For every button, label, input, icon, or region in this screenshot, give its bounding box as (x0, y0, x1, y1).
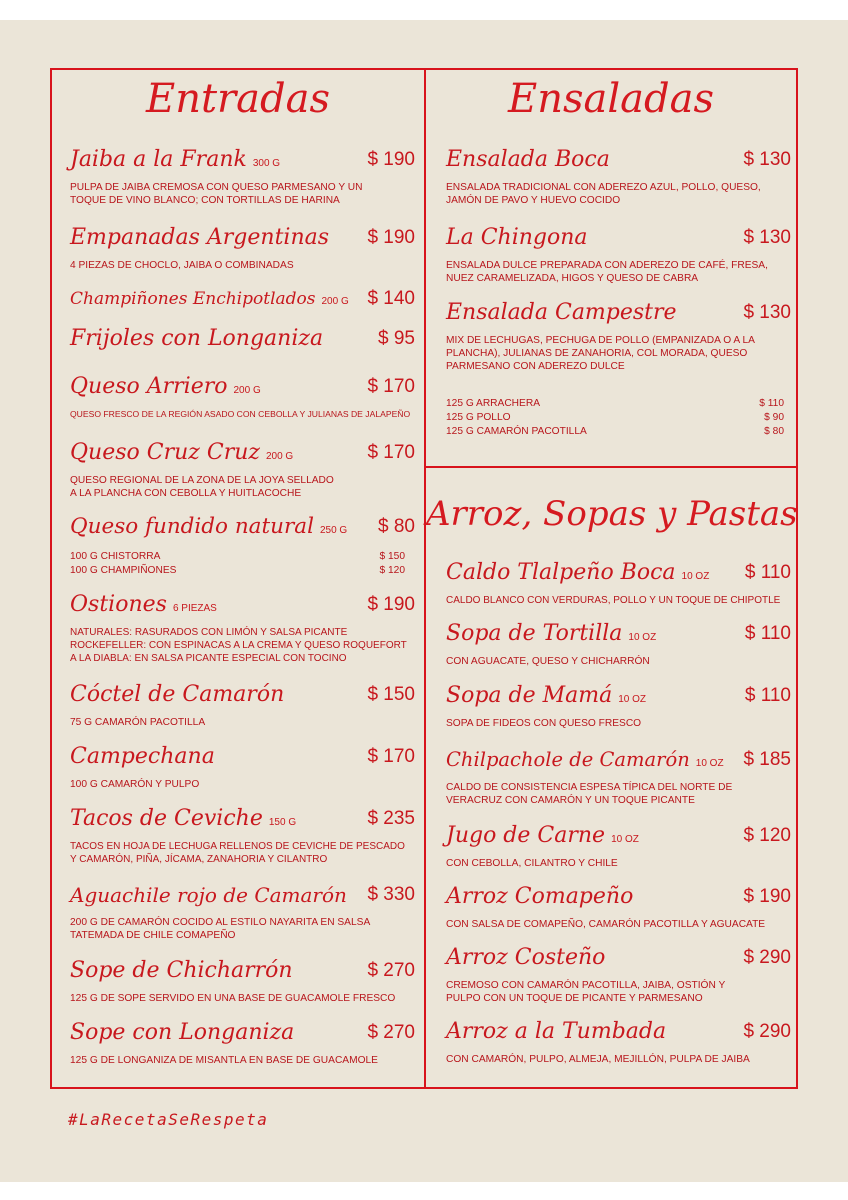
description-line: A LA DIABLA: EN SALSA PICANTE ESPECIAL CON TOCINO (70, 653, 347, 664)
menu-item (70, 744, 415, 790)
description-line: ROCKEFELLER: CON ESPINACAS A LA CREMA Y QUESO ROQUEFORT (70, 640, 407, 651)
menu-item-name (70, 958, 293, 984)
menu-item-title: Jaiba a la Frank (70, 147, 247, 172)
menu-item-title: Jugo de Carne (446, 823, 606, 848)
option-price: $ 120 (379, 565, 405, 576)
menu-item (70, 806, 415, 865)
menu-item-name (70, 440, 293, 470)
description-line: 200 G DE CAMARÓN COCIDO AL ESTILO NAYARITA EN SALSA (70, 917, 371, 928)
menu-item (70, 592, 415, 664)
menu-item-title: Ensalada Boca (446, 147, 610, 172)
arroz-title: Arroz, Sopas y Pastas (426, 494, 798, 534)
menu-item-weight: 10 OZ (628, 632, 657, 643)
menu-item-name (70, 592, 217, 622)
menu-item (446, 1019, 791, 1065)
menu-item-title: Sopa de Tortilla (446, 621, 623, 646)
menu-item-price: $ 120 (743, 825, 791, 846)
description-line: JAMÓN DE PAVO Y HUEVO COCIDO (446, 195, 621, 206)
menu-item-price: $ 235 (367, 808, 415, 829)
description-line: TOQUE DE VINO BLANCO; CON TORTILLAS DE HARINA (70, 195, 340, 206)
option-price: $ 150 (379, 551, 405, 562)
menu-item-title: Frijoles con Longaniza (70, 326, 324, 351)
menu-item-name (70, 682, 284, 708)
menu-item-price: $ 95 (378, 328, 415, 349)
menu-item-description (70, 408, 410, 421)
menu-item-price: $ 290 (743, 947, 791, 968)
hashtag: #LaRecetaSeRespeta (68, 1110, 269, 1129)
menu-item-title: Arroz Costeño (446, 945, 606, 970)
menu-item-title: Cóctel de Camarón (70, 682, 285, 707)
menu-item (70, 440, 415, 499)
menu-item-description (446, 781, 732, 807)
menu-item (70, 882, 415, 941)
description-line: ENSALADA TRADICIONAL CON ADEREZO AZUL, POLLO, QUESO, (446, 182, 761, 193)
menu-item-description (446, 655, 650, 668)
menu-item-weight: 10 OZ (611, 834, 639, 845)
menu-item-price: $ 140 (367, 288, 415, 309)
menu-item-name (446, 225, 588, 251)
menu-item-description (70, 992, 395, 1005)
menu-item-description (70, 778, 199, 791)
menu-item-title: Campechana (70, 744, 215, 769)
description-line: PULPA DE JAIBA CREMOSA CON QUESO PARMESANO Y UN (70, 182, 363, 193)
description-line: PULPO CON UN TOQUE DE PICANTE Y PARMESANO (446, 993, 703, 1004)
description-line: MIX DE LECHUGAS, PECHUGA DE POLLO (EMPANIZADA O A LA (446, 335, 755, 346)
menu-item (70, 958, 415, 1004)
menu-item-description (446, 979, 725, 1005)
menu-item-name (70, 225, 329, 251)
menu-item-description (446, 717, 641, 730)
menu-item (446, 300, 791, 372)
menu-item-price: $ 170 (367, 376, 415, 397)
menu-item-description (446, 334, 755, 373)
menu-item-description (70, 916, 370, 942)
option-label: 100 G CHISTORRA (70, 551, 161, 562)
menu-item-title: Queso Arriero (70, 374, 228, 399)
description-line: A LA PLANCHA CON CEBOLLA Y HUITLACOCHE (70, 488, 302, 499)
menu-item-name (446, 147, 610, 173)
description-line: PLANCHA), JULIANAS DE ZANAHORIA, COL MORADA, QUESO (446, 348, 748, 359)
menu-item-name (446, 621, 656, 651)
description-line: NUEZ CARAMELIZADA, HIGOS Y QUESO DE CABRA (446, 273, 699, 284)
menu-item-name (446, 823, 639, 853)
menu-item-price: $ 170 (367, 442, 415, 463)
menu-item-title: Queso Cruz Cruz (70, 440, 260, 465)
menu-item-weight: 250 G (319, 525, 348, 536)
menu-item-title: Sopa de Mamá (446, 683, 613, 708)
menu-item-description (70, 181, 363, 207)
menu-item-price: $ 190 (367, 594, 415, 615)
option-label: 125 G CAMARÓN PACOTILLA (446, 426, 587, 437)
option-price: $ 110 (759, 398, 784, 409)
description-line: TACOS EN HOJA DE LECHUGA RELLENOS DE CEVICHE DE PESCADO (70, 841, 405, 852)
menu-item (70, 682, 415, 728)
menu-item-price: $ 290 (743, 1021, 791, 1042)
menu-item-name (446, 560, 709, 590)
menu-item-name (70, 286, 349, 315)
menu-item (446, 945, 791, 1004)
description-line: PARMESANO CON ADEREZO DULCE (446, 361, 625, 372)
menu-item-title: Empanadas Argentinas (70, 225, 330, 250)
menu-item (446, 147, 791, 206)
description-line: CALDO DE CONSISTENCIA ESPESA TÍPICA DEL NORTE DE (446, 782, 733, 793)
menu-item-name (446, 884, 633, 910)
menu-item-price: $ 330 (367, 884, 415, 905)
description-line: QUESO FRESCO DE LA REGIÓN ASADO CON CEBOLLA Y JULIANAS DE JALAPEÑO (70, 409, 411, 419)
menu-item-weight: 200 G (233, 385, 261, 396)
menu-item-price: $ 270 (367, 960, 415, 981)
menu-item-price: $ 185 (743, 749, 791, 770)
menu-item-name (70, 806, 296, 836)
menu-item-description (70, 1054, 378, 1067)
menu-item-title: Ostiones (70, 592, 167, 617)
menu-item-description (446, 594, 780, 607)
menu-item-title: Champiñones Enchipotlados (70, 289, 316, 309)
menu-item-title: Chilpachole de Camarón (446, 748, 690, 771)
menu-item-description (446, 918, 765, 931)
description-line: SOPA DE FIDEOS CON QUESO FRESCO (446, 718, 642, 729)
entradas-title: Entradas (146, 76, 330, 122)
description-line: 75 G CAMARÓN PACOTILLA (70, 717, 206, 728)
menu-item (446, 225, 791, 284)
menu-item-name (70, 744, 215, 770)
menu-item-price: $ 270 (367, 1022, 415, 1043)
menu-item-name (70, 326, 323, 352)
menu-item (446, 683, 791, 729)
description-line: CON SALSA DE COMAPEÑO, CAMARÓN PACOTILLA Y AGUACATE (446, 919, 766, 930)
menu-item-name (70, 1020, 294, 1046)
menu-item-price: $ 190 (743, 886, 791, 907)
menu-item-title: Queso fundido natural (70, 514, 314, 539)
description-line: VERACRUZ CON CAMARÓN Y UN TOQUE PICANTE (446, 795, 695, 806)
menu-item-name (70, 882, 347, 908)
menu-item-title: Sope de Chicharrón (70, 958, 293, 983)
description-line: 125 G DE SOPE SERVIDO EN UNA BASE DE GUACAMOLE FRESCO (70, 993, 396, 1004)
menu-item-name (70, 514, 347, 544)
menu-item-title: La Chingona (446, 225, 588, 250)
menu-item-price: $ 130 (743, 227, 791, 248)
menu-item-title: Arroz Comapeño (446, 884, 634, 909)
menu-item-weight: 150 G (268, 817, 297, 828)
menu-item-price: $ 110 (744, 562, 791, 583)
menu-item (70, 514, 415, 544)
menu-item (70, 326, 415, 356)
menu-item-description (70, 474, 334, 500)
description-line: TATEMADA DE CHILE COMAPEÑO (70, 930, 236, 941)
menu-item-price: $ 110 (744, 685, 791, 706)
menu-item (70, 286, 415, 316)
option-label: 100 G CHAMPIÑONES (70, 565, 177, 576)
menu-item-description (70, 259, 294, 272)
description-line: Y CAMARÓN, PIÑA, JÍCAMA, ZANAHORIA Y CILANTRO (70, 854, 328, 865)
menu-item-name (446, 747, 724, 777)
menu-item-price: $ 130 (743, 149, 791, 170)
description-line: CON AGUACATE, QUESO Y CHICHARRÓN (446, 656, 650, 667)
menu-item-description (446, 857, 618, 870)
menu-item-price: $ 80 (378, 516, 415, 537)
description-line: ENSALADA DULCE PREPARADA CON ADEREZO DE CAFÉ, FRESA, (446, 260, 768, 271)
menu-item-title: Tacos de Ceviche (70, 806, 263, 831)
description-line: CON CAMARÓN, PULPO, ALMEJA, MEJILLÓN, PULPA DE JAIBA (446, 1054, 750, 1065)
menu-item-price: $ 170 (367, 746, 415, 767)
option-price: $ 90 (764, 412, 784, 423)
menu-item-name (446, 683, 646, 713)
ensaladas-title: Ensaladas (508, 76, 714, 122)
menu-item-weight: 6 PIEZAS (172, 603, 217, 614)
description-line: CALDO BLANCO CON VERDURAS, POLLO Y UN TOQUE DE CHIPOTLE (446, 595, 781, 606)
menu-item (70, 147, 415, 206)
menu-item-title: Arroz a la Tumbada (446, 1019, 667, 1044)
menu-item (70, 1020, 415, 1066)
description-line: CON CEBOLLA, CILANTRO Y CHILE (446, 858, 618, 869)
menu-item-name (446, 945, 605, 971)
menu-item-weight: 10 OZ (695, 758, 724, 769)
menu-item-title: Aguachile rojo de Camarón (70, 883, 347, 907)
menu-item (446, 560, 791, 606)
menu-item-weight: 10 OZ (681, 571, 710, 582)
menu-item-description (70, 626, 407, 665)
menu-item-weight: 200 G (265, 451, 294, 462)
menu-item-name (70, 374, 261, 404)
menu-item-weight: 200 G (321, 296, 349, 307)
menu-item-name (446, 1019, 666, 1045)
description-line: QUESO REGIONAL DE LA ZONA DE LA JOYA SELLADO (70, 475, 334, 486)
option-label: 125 G POLLO (446, 412, 511, 423)
menu-item (446, 823, 791, 869)
menu-item-price: $ 130 (743, 302, 791, 323)
description-line: 125 G DE LONGANIZA DE MISANTLA EN BASE DE GUACAMOLE (70, 1055, 378, 1066)
menu-item-description (446, 1053, 750, 1066)
menu-item (70, 225, 415, 271)
description-line: 100 G CAMARÓN Y PULPO (70, 779, 200, 790)
menu-item-price: $ 110 (744, 623, 791, 644)
menu-item-title: Sope con Longaniza (70, 1020, 295, 1045)
menu-item-price: $ 150 (367, 684, 415, 705)
menu-item-weight: 10 OZ (618, 694, 647, 705)
description-line: CREMOSO CON CAMARÓN PACOTILLA, JAIBA, OSTIÓN Y (446, 980, 726, 991)
menu-item-description (446, 259, 768, 285)
menu-item-name (70, 147, 280, 177)
menu-item-weight: 300 G (252, 158, 281, 169)
menu-item (446, 621, 791, 667)
menu-item-description (70, 716, 205, 729)
menu-item (446, 747, 791, 806)
menu-item-description (70, 840, 405, 866)
menu-item-title: Caldo Tlalpeño Boca (446, 560, 676, 585)
menu-item-price: $ 190 (367, 149, 415, 170)
menu-item (70, 374, 415, 419)
menu-item (446, 884, 791, 930)
description-line: NATURALES: RASURADOS CON LIMÓN Y SALSA PICANTE (70, 627, 348, 638)
menu-item-name (446, 300, 677, 326)
menu-item-title: Ensalada Campestre (446, 300, 677, 325)
option-price: $ 80 (764, 426, 784, 437)
menu-item-description (446, 181, 761, 207)
option-label: 125 G ARRACHERA (446, 398, 540, 409)
menu-item-price: $ 190 (367, 227, 415, 248)
description-line: 4 PIEZAS DE CHOCLO, JAIBA O COMBINADAS (70, 260, 294, 271)
